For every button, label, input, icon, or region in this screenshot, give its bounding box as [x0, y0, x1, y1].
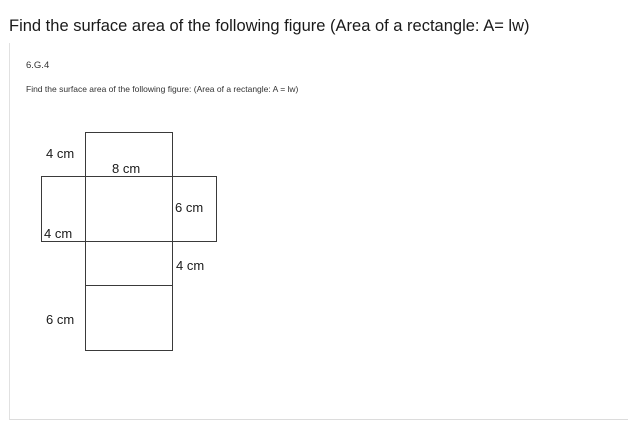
label-top-left: 4 cm [46, 146, 75, 161]
label-left-flap: 4 cm [44, 226, 73, 241]
question-title: Find the surface area of the following figure (Area of a rectangle: A= lw) [9, 17, 530, 35]
label-right-side: 4 cm [176, 258, 205, 273]
standard-code: 6.G.4 [26, 60, 50, 71]
instruction-text: Find the surface area of the following figure: (Area of a rectangle: A = lw) [26, 84, 299, 94]
label-bottom-left: 6 cm [46, 312, 75, 327]
label-right-flap: 6 cm [175, 200, 204, 215]
face-bottom [85, 285, 173, 351]
face-middle [85, 176, 173, 242]
label-top-width: 8 cm [112, 161, 141, 176]
face-lower [85, 241, 173, 286]
